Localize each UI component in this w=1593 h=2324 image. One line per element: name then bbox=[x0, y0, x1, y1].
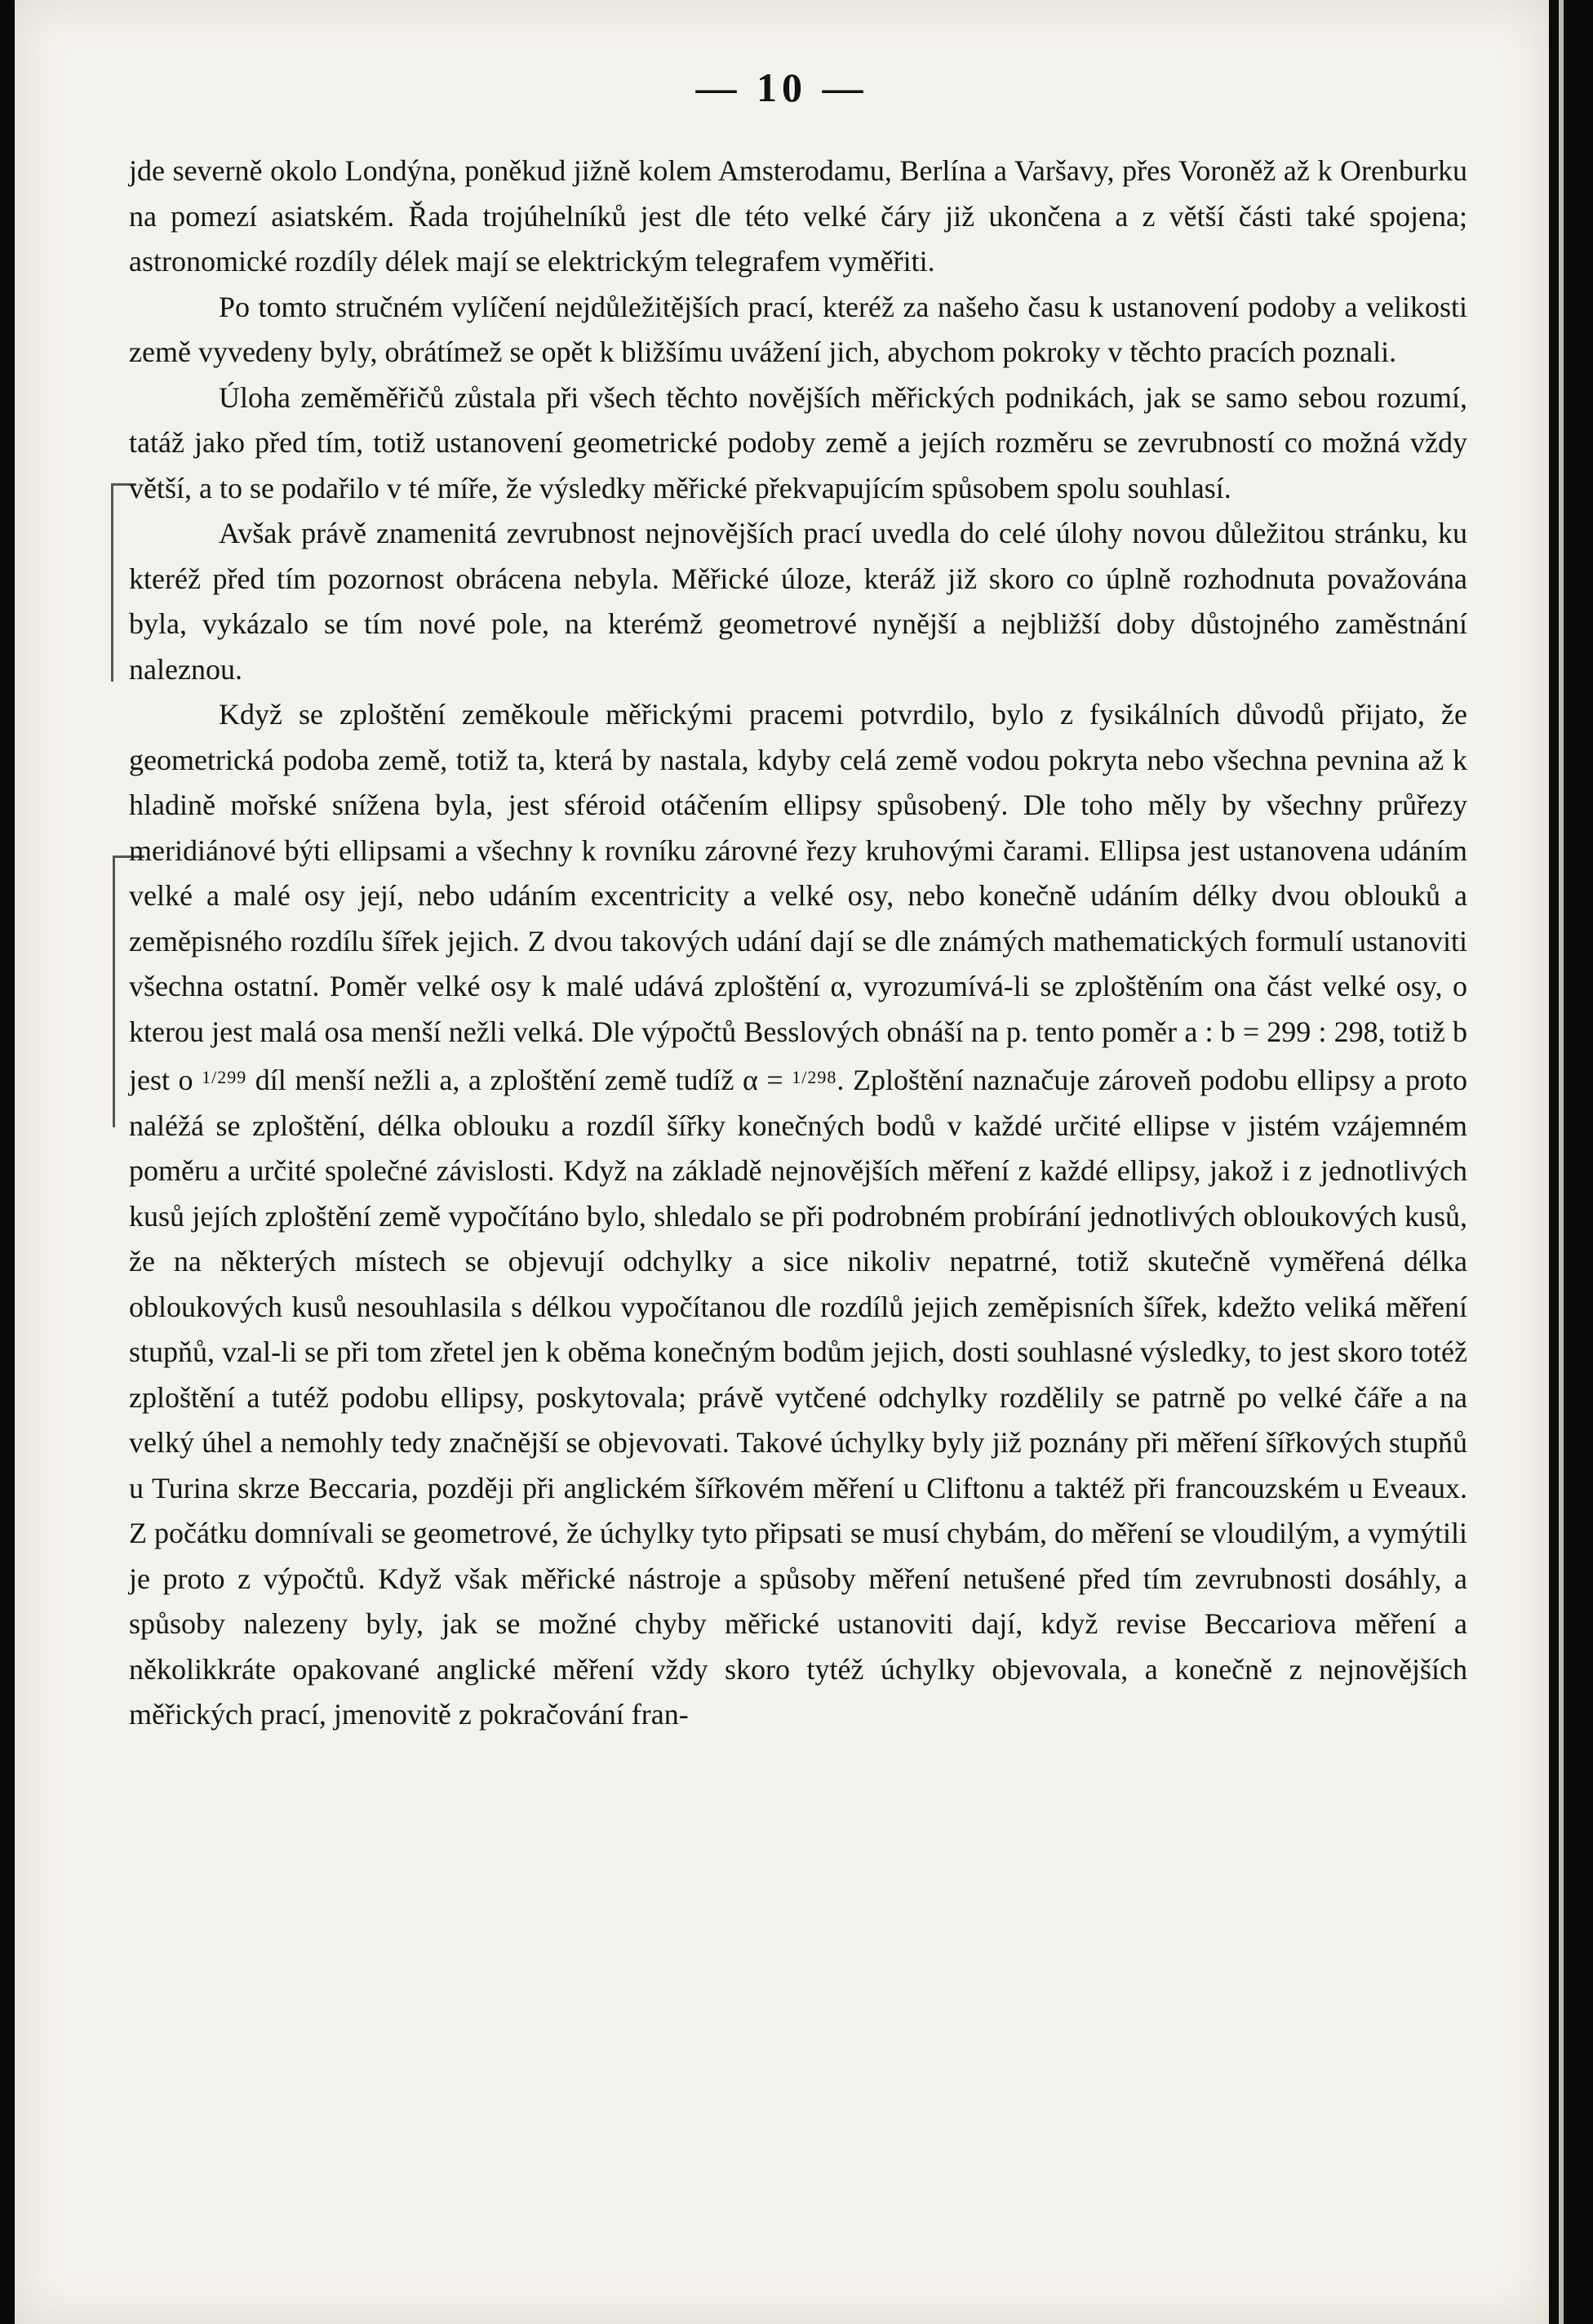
fraction: 1/299 bbox=[202, 1067, 247, 1087]
paragraph: Úloha zeměměřičů zůstala při všech těchto novějších měřických podnikách, jak se samo sebou rozumí, tatáž jako před tím, totiž ustanovení geometrické podoby země a jejích rozměru se zevrubností co možná vždy větší, a to se podařilo v té míře, že výsledky měřické překvapujícím spůsobem spolu souhlasí. bbox=[129, 380, 1467, 504]
paragraph bbox=[129, 692, 1467, 1738]
paragraph-part: Když se zploštění zeměkoule měřickými pracemi potvrdilo, bylo z fysikálních důvodů přijato, že geometrická podoba země, totiž ta, která by nastala, kdyby celá země vodou pokryta nebo všechna pevnina až k hladině mořské snížena byla, jest sféroid otáčením ellipsy spůsobený. Dle toho měly by všechny průřezy meridiánové býti ellipsami a všechny k rovníku zárovné řezy kruhovými čarami. Ellipsa jest ustanovena udáním velké a malé osy její, nebo udáním excentricity a velké osy, nebo konečně udáním délky dvou oblouků a zeměpisného rozdílu šířek jejich. Z dvou takových udání dají se dle známých mathematických formulí ustanoviti všechna ostatní. Poměr velké osy k malé udává zploštění α, vyrozumívá-li se zploštěním ona část velké osy, o kterou jest malá osa menší nežli velká. Dle výpočtů Besslových obnáší na p. tento poměr a : b = 299 : 298, totiž b jest o bbox=[129, 698, 1467, 1096]
fraction: 1/298 bbox=[792, 1067, 837, 1087]
scanned-page bbox=[15, 0, 1549, 2324]
page-number: — 10 — bbox=[695, 64, 868, 110]
paragraph-part: . Zploštění naznačuje zároveň podobu ellipsy a proto naléžá se zploštění, délka oblouku a rozdíl šířky konečných bodů v každé určité ellipse v jistém vzájemném poměru a určité společné závislosti. Když na základě nejnovějších měření z každé ellipsy, jakož i z jednotlivých kusů jejích zploštění země vypočítáno bylo, shledalo se při podrobném probírání jednotlivých obloukových kusů, že na některých místech se objevují odchylky a sice nikoliv nepatrné, totiž skutečně vyměřená délka obloukových kusů nesouhlasila s délkou vypočítanou dle rozdílů jejich zeměpisních šířek, kdežto veliká měření stupňů, vzal-li se při tom zřetel jen k oběma konečným bodům jejich, dosti souhlasné výsledky, to jest skoro totéž zploštění a tutéž podobu ellipsy, poskytovala; právě vytčené odchylky rozdělily se patrně po velké čáře a na velký úhel a nemohly tedy značnější se objevovati. Takové úchylky byly již poznány při měření šířkových stupňů u Turina skrze Beccaria, později při anglickém šířkovém měření u Cliftonu a taktéž při francouzském u Eveaux. Z počátku domnívali se geometrové, že úchylky tyto připsati se musí chybám, do měření se vloudilým, a vymýtili je proto z výpočtů. Když však měřické nástroje a spůsoby měření netušené před tím zevrubnosti dosáhly, a spůsoby nalezeny byly, jak se možné chyby měřické ustanoviti dají, když revise Beccariova měření a několikkráte opakované anglické měření vždy skoro tytéž úchylky objevovala, a konečně z nejnovějších měřických prací, jmenovitě z pokračování fran- bbox=[129, 1064, 1468, 1731]
paragraph: Avšak právě znamenitá zevrubnost nejnovějších prací uvedla do celé úlohy novou důležitou stránku, ku kteréž před tím pozornost obrácena nebyla. Měřické úloze, kteráž již skoro co úplně rozhodnuta považována byla, vykázalo se tím nové pole, na kterémž geometrové nynější a nejbližší doby důstojného zaměstnání naleznou. bbox=[129, 517, 1467, 686]
paragraph: jde severně okolo Londýna, poněkud jižně kolem Amsterodamu, Berlína a Varšavy, přes Voroněž až k Orenburku na pomezí asiatském. Řada trojúhelníků jest dle této velké čáry již ukončena a z větší části také spojena; astronomické rozdíly délek mají se elektrickým telegrafem vyměřiti. bbox=[129, 154, 1467, 278]
scan-border bbox=[1549, 0, 1593, 2324]
paragraph-part: díl menší nežli a, a zploštění země tudíž α = bbox=[255, 1064, 783, 1096]
paragraph: Po tomto stručném vylíčení nejdůležitějších prací, kteréž za našeho času k ustanovení podoby a velikosti země vyvedeny byly, obrátímež se opět k bližšímu uvážení jich, abychom pokroky v těchto pracích poznali. bbox=[129, 290, 1467, 368]
body-text bbox=[129, 149, 1467, 1738]
page-edge bbox=[1559, 0, 1564, 2324]
